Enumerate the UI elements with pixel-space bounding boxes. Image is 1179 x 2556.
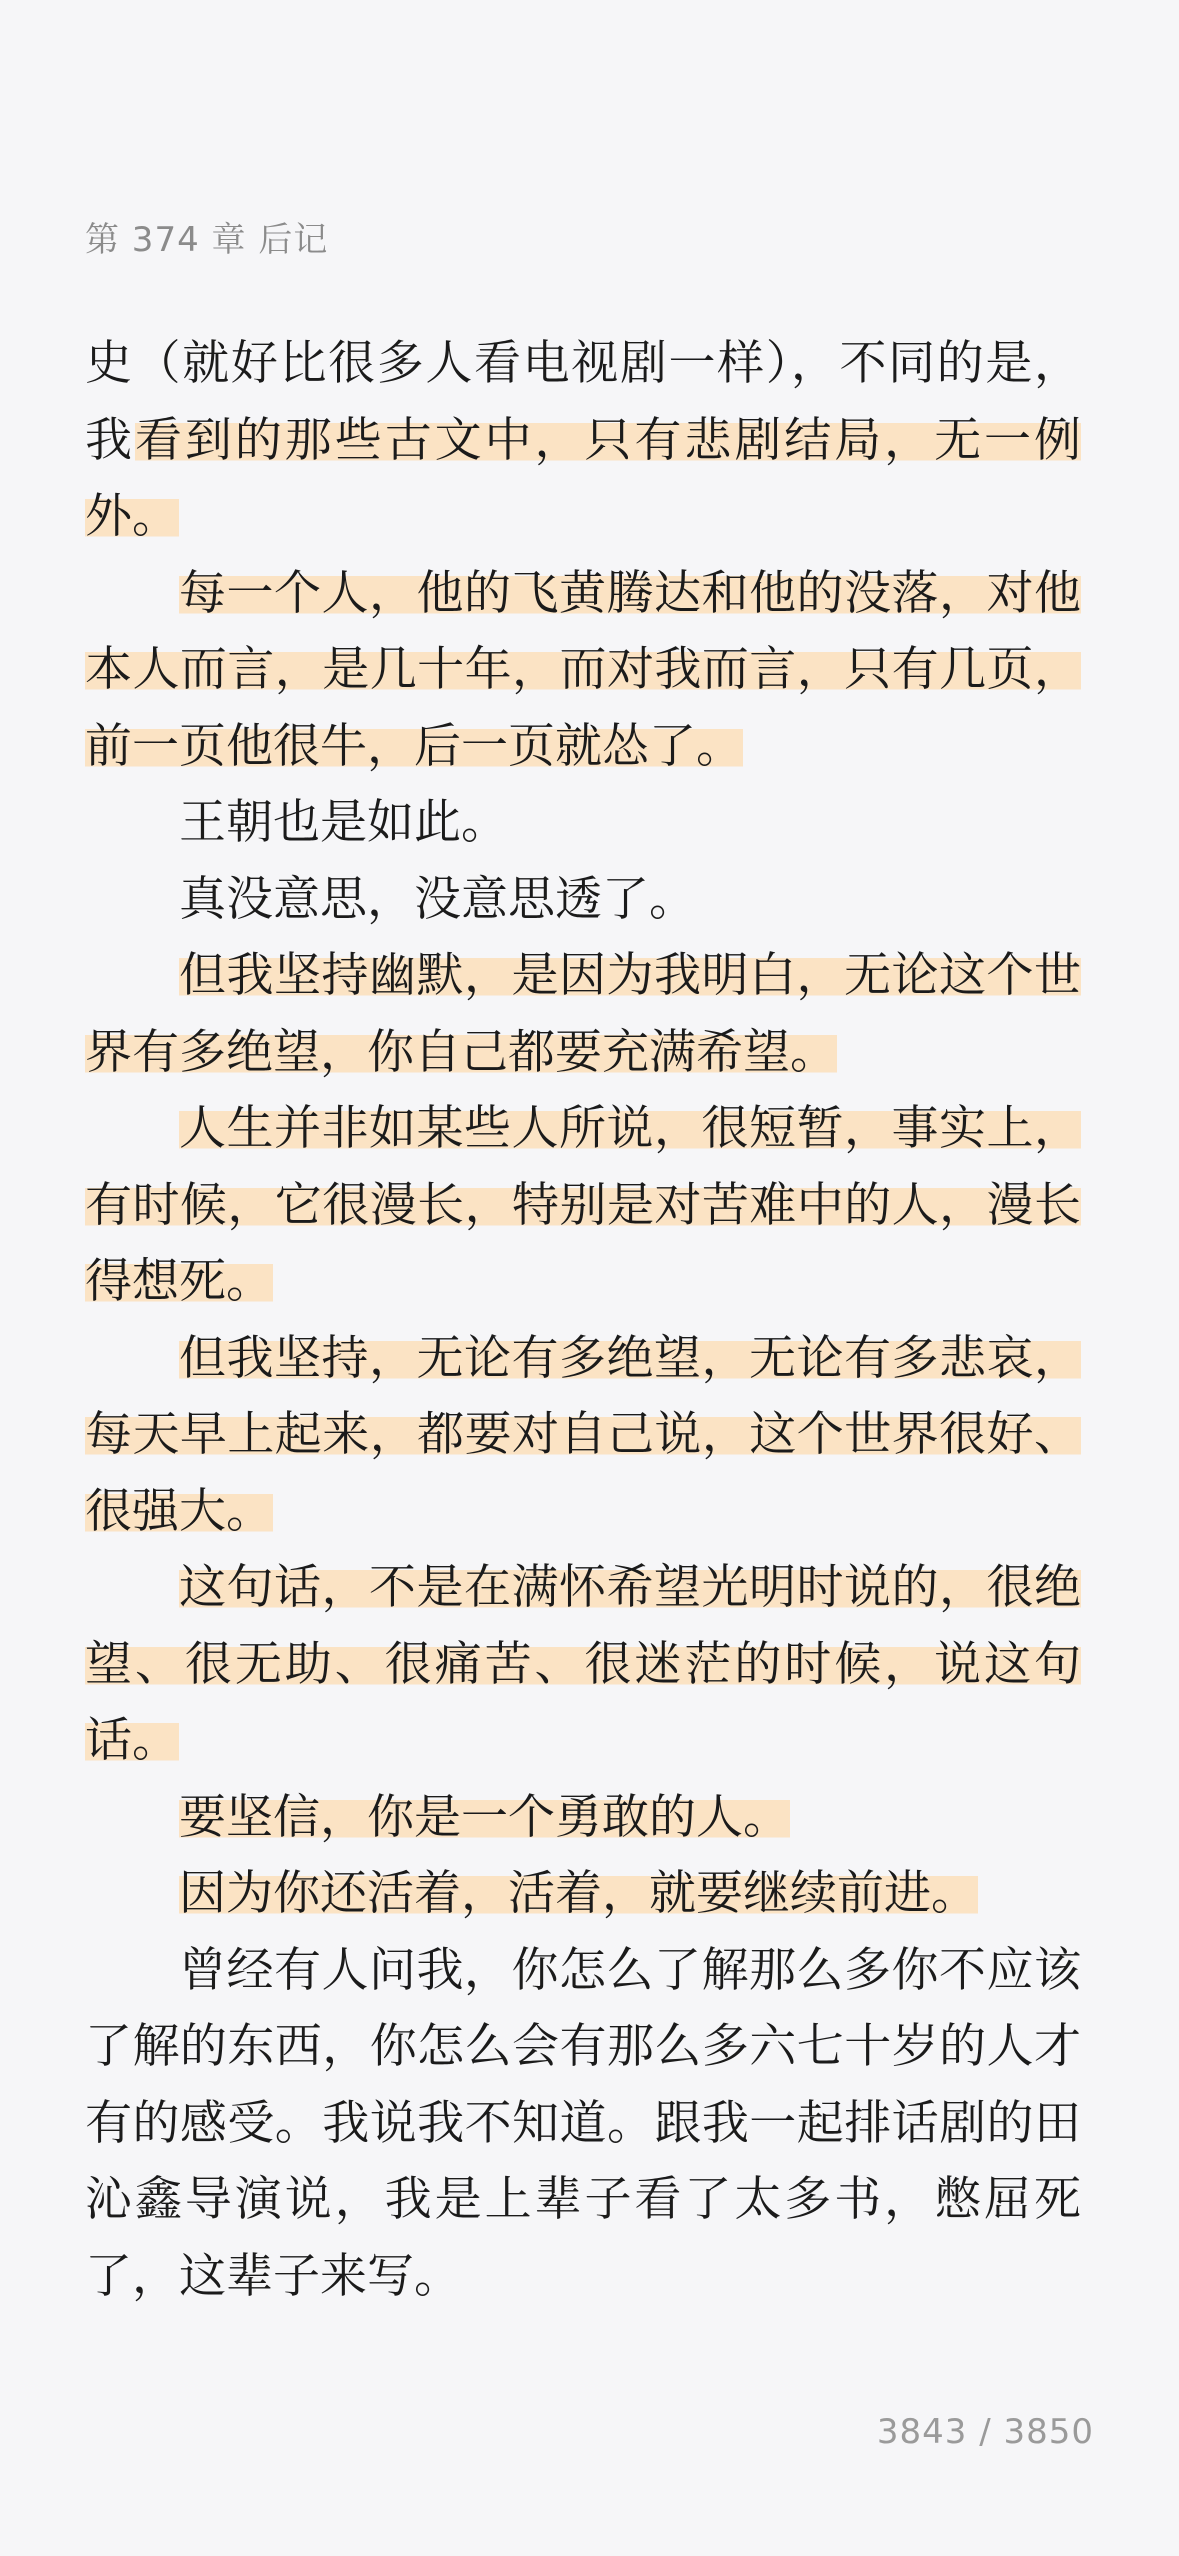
- paragraph: [85, 785, 1081, 862]
- paragraph: [85, 1550, 1081, 1780]
- highlighted-text[interactable]: 要坚信，你是一个勇敢的人。: [179, 1789, 790, 1845]
- chapter-title: 第 374 章 后记: [85, 220, 329, 260]
- text-segment: 王朝也是如此。: [179, 795, 508, 850]
- paragraph: [85, 938, 1081, 1091]
- highlighted-text[interactable]: 每一个人，他的飞黄腾达和他的没落，对他本人而言，是几十年，而对我而言，只有几页，前一页他很牛，后一页就怂了。: [85, 565, 1081, 774]
- paragraph: [85, 326, 1081, 556]
- paragraph: [85, 1856, 1081, 1933]
- text-segment: 史（就好比很多人看电视剧一样），不同的是，我: [85, 336, 1081, 468]
- text-segment: 真没意思，没意思透了。: [179, 871, 696, 927]
- highlighted-text[interactable]: 但我坚持，无论有多绝望，无论有多悲哀，每天早上起来，都要对自己说，这个世界很好、很强大。: [85, 1330, 1081, 1539]
- paragraph: [85, 1091, 1081, 1321]
- paragraph: [85, 1780, 1081, 1857]
- highlighted-text[interactable]: 因为你还活着，活着，就要继续前进。: [179, 1866, 978, 1921]
- highlighted-text[interactable]: 但我坚持幽默，是因为我明白，无论这个世界有多绝望，你自己都要充满希望。: [85, 948, 1081, 1080]
- paragraph: [85, 1933, 1081, 2316]
- page-indicator: 3843 / 3850: [876, 2412, 1094, 2452]
- highlighted-text[interactable]: 看到的那些古文中，只有悲剧结局，无一例外。: [85, 412, 1082, 544]
- highlighted-text[interactable]: 这句话，不是在满怀希望光明时说的，很绝望、很无助、很痛苦、很迷茫的时候，说这句话。: [85, 1560, 1081, 1768]
- highlighted-text[interactable]: 人生并非如某些人所说，很短暂，事实上，有时候，它很漫长，特别是对苦难中的人，漫长得想死。: [85, 1101, 1081, 1309]
- paragraph: [85, 1321, 1081, 1551]
- paragraph: [85, 556, 1081, 786]
- reading-content[interactable]: [85, 326, 1081, 2315]
- paragraph: [85, 862, 1081, 939]
- text-segment: 曾经有人问我，你怎么了解那么多你不应该了解的东西，你怎么会有那么多六七十岁的人才有的感受。我说我不知道。跟我一起排话剧的田沁鑫导演说，我是上辈子看了太多书，憋屈死了，这辈子来写。: [85, 1942, 1081, 2304]
